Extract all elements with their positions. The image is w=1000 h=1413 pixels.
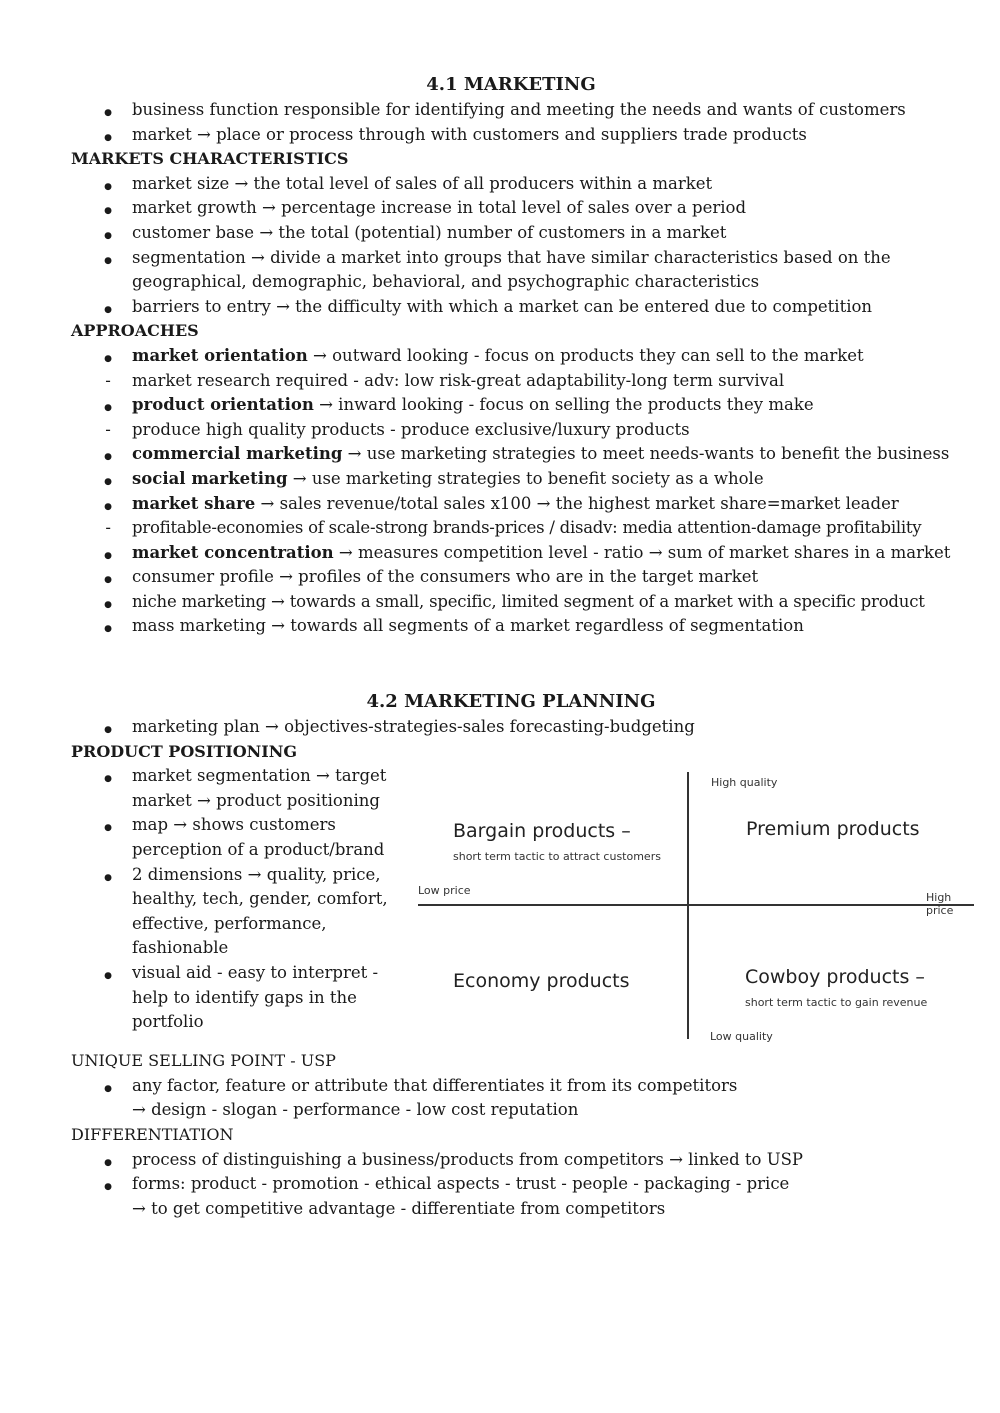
vertical-axis	[687, 772, 689, 1039]
bullet-icon	[101, 863, 115, 891]
list-item: ● business function responsible for identifying and meeting the needs and wants of customers	[71, 98, 951, 123]
list-item: ● process of distinguishing a business/products from competitors → linked to USP	[71, 1148, 951, 1173]
usp-note: → design - slogan - performance - low cost reputation	[132, 1100, 579, 1120]
list-item: ● barriers to entry → the difficulty with which a market can be entered due to competition	[71, 295, 951, 320]
list-item: ● any factor, feature or attribute that differentiates it from its competitors	[71, 1074, 951, 1099]
bullet-icon	[101, 344, 115, 372]
list-item: ● segmentation → divide a market into groups that have similar characteristics based on the geographical, demographic, behavioral, and psychographic characteristics	[71, 246, 951, 295]
bullet-icon	[101, 172, 115, 200]
list-item: ● mass marketing → towards all segments of a market regardless of segmentation	[71, 614, 951, 639]
dash-icon	[101, 369, 115, 394]
dash-icon	[101, 516, 115, 541]
list-item: - profitable-economies of scale-strong brands-prices / disadv: media attention-damage profitability	[71, 516, 951, 541]
bullet-icon	[101, 565, 115, 593]
label-high-price: High price	[926, 891, 954, 918]
bullet-icon	[101, 98, 115, 126]
list-item: ● market growth → percentage increase in total level of sales over a period	[71, 196, 951, 221]
list-item: ● market share → sales revenue/total sales x100 → the highest market share=market leader	[71, 492, 951, 517]
dash-icon	[101, 418, 115, 443]
usp-list	[71, 1074, 951, 1099]
list-item: ● market concentration → measures competition level - ratio → sum of market shares in a market	[71, 541, 951, 566]
bullet-icon	[101, 221, 115, 249]
section-title-marketing-planning: 4.2 MARKETING PLANNING	[366, 691, 656, 713]
list-item: ● market orientation → outward looking - focus on products they can sell to the market	[71, 344, 951, 369]
bullet-icon	[101, 123, 115, 151]
bullet-icon	[101, 467, 115, 495]
characteristics-list	[71, 172, 951, 320]
heading-product-positioning: PRODUCT POSITIONING	[71, 741, 298, 761]
list-item: ● customer base → the total (potential) number of customers in a market	[71, 221, 951, 246]
bullet-icon	[101, 614, 115, 642]
list-item: - produce high quality products - produce exclusive/luxury products	[71, 418, 951, 443]
differentiation-note: → to get competitive advantage - differentiate from competitors	[132, 1198, 666, 1218]
list-item: ● market → place or process through with customers and suppliers trade products	[71, 123, 951, 148]
label-low-quality: Low quality	[710, 1030, 773, 1044]
quadrant-bargain-note: short term tactic to attract customers	[453, 850, 661, 864]
bullet-icon	[101, 1148, 115, 1176]
bullet-icon	[101, 715, 115, 743]
heading-markets-characteristics: MARKETS CHARACTERISTICS	[71, 149, 349, 169]
approaches-list	[71, 344, 951, 639]
list-item: ● marketing plan → objectives-strategies-sales forecasting-budgeting	[71, 715, 951, 740]
bullet-icon	[101, 541, 115, 569]
quadrant-cowboy-note: short term tactic to gain revenue	[745, 996, 928, 1010]
list-item: ● 2 dimensions → quality, price, healthy, tech, gender, comfort, effective, performance, fashionable	[71, 863, 411, 961]
positioning-map-diagram	[416, 772, 976, 1044]
bullet-icon	[101, 295, 115, 323]
quadrant-cowboy-title: Cowboy products –	[745, 966, 925, 989]
bullet-icon	[101, 1172, 115, 1200]
quadrant-bargain-title: Bargain products –	[453, 820, 631, 843]
heading-approaches: APPROACHES	[71, 321, 199, 341]
list-item: ● niche marketing → towards a small, specific, limited segment of a market with a specific product	[71, 590, 951, 615]
bullet-icon	[101, 196, 115, 224]
bullet-icon	[101, 1074, 115, 1102]
heading-differentiation: DIFFERENTIATION	[71, 1125, 234, 1145]
list-item: ● commercial marketing → use marketing strategies to meet needs-wants to benefit the business	[71, 442, 951, 467]
heading-usp: UNIQUE SELLING POINT - USP	[71, 1051, 336, 1071]
list-item: ● consumer profile → profiles of the consumers who are in the target market	[71, 565, 951, 590]
quadrant-economy-title: Economy products	[453, 970, 630, 993]
list-item: ● visual aid - easy to interpret - help to identify gaps in the portfolio	[71, 961, 411, 1035]
document-page	[71, 72, 954, 1221]
list-item: ● forms: product - promotion - ethical aspects - trust - people - packaging - price	[71, 1172, 951, 1197]
bullet-icon	[101, 492, 115, 520]
list-item: ● market segmentation → target market → product positioning	[71, 764, 411, 813]
list-item: - market research required - adv: low risk-great adaptability-long term survival	[71, 369, 951, 394]
quadrant-premium-title: Premium products	[746, 818, 920, 841]
label-low-price: Low price	[418, 884, 471, 898]
product-positioning-section	[71, 764, 954, 1049]
bullet-icon	[101, 590, 115, 618]
bullet-icon	[101, 246, 115, 274]
list-item: ● product orientation → inward looking - focus on selling the products they make	[71, 393, 951, 418]
positioning-list	[71, 764, 411, 1035]
bullet-icon	[101, 393, 115, 421]
differentiation-list	[71, 1148, 951, 1197]
intro-list	[71, 98, 951, 147]
horizontal-axis	[418, 904, 974, 906]
planning-intro-list	[71, 715, 951, 740]
bullet-icon	[101, 813, 115, 841]
list-item: ● market size → the total level of sales of all producers within a market	[71, 172, 951, 197]
bullet-icon	[101, 961, 115, 989]
list-item: ● social marketing → use marketing strategies to benefit society as a whole	[71, 467, 951, 492]
bullet-icon	[101, 442, 115, 470]
bullet-icon	[101, 764, 115, 792]
section-title-marketing: 4.1 MARKETING	[426, 74, 596, 95]
list-item: ● map → shows customers perception of a product/brand	[71, 813, 411, 862]
label-high-quality: High quality	[711, 776, 778, 790]
